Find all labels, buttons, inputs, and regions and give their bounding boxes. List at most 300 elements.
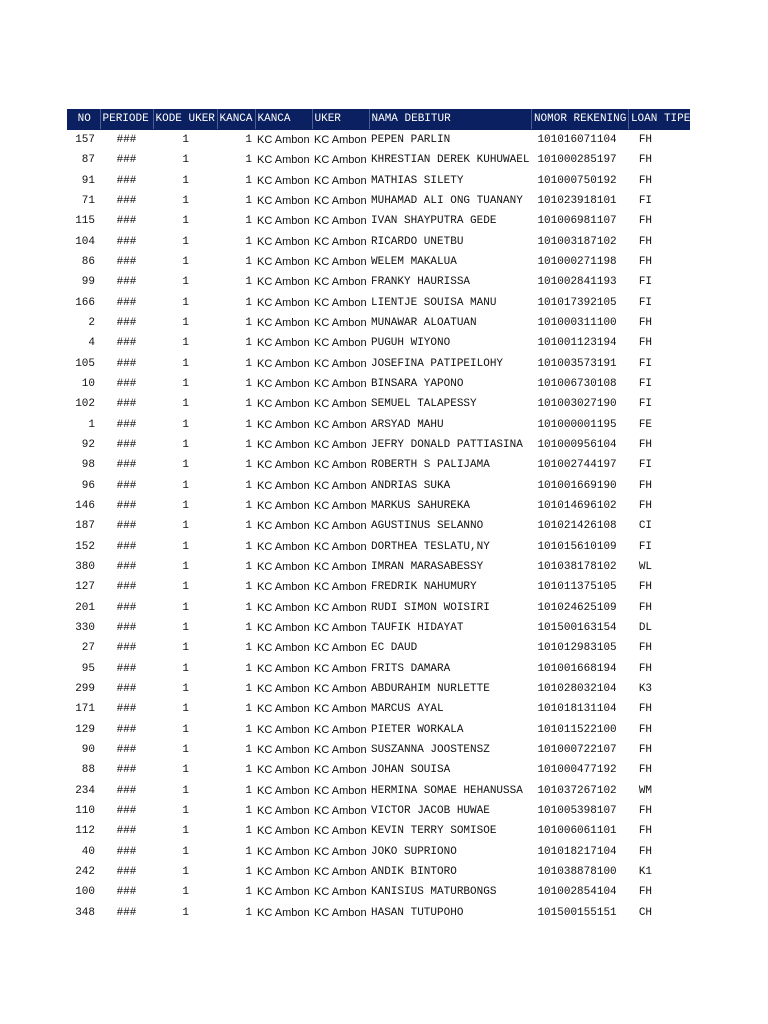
cell-nama-debitur[interactable]: WELEM MAKALUA bbox=[371, 256, 457, 269]
cell-nama-debitur[interactable]: SEMUEL TALAPESSY bbox=[371, 398, 477, 411]
cell-no[interactable]: 99 bbox=[81, 276, 95, 289]
cell-periode[interactable]: ### bbox=[116, 296, 137, 309]
cell-uker[interactable]: KC Ambon bbox=[314, 439, 367, 452]
cell-nama-debitur[interactable]: RUDI SIMON WOISIRI bbox=[371, 601, 490, 614]
cell-nomor-rekening[interactable]: 101003027190 bbox=[537, 398, 617, 411]
cell-kanca-name[interactable]: KC Ambon bbox=[257, 784, 310, 797]
cell-uker[interactable]: KC Ambon bbox=[314, 296, 367, 309]
cell-nama-debitur[interactable]: ANDRIAS SUKA bbox=[371, 479, 451, 492]
cell-kanca[interactable]: 1 bbox=[245, 865, 252, 878]
cell-loan-tipe[interactable]: FE bbox=[638, 418, 653, 431]
cell-uker[interactable]: KC Ambon bbox=[314, 134, 367, 147]
cell-loan-tipe[interactable]: FI bbox=[638, 378, 653, 391]
cell-nomor-rekening[interactable]: 101024625109 bbox=[537, 601, 617, 614]
cell-kanca-name[interactable]: KC Ambon bbox=[257, 723, 310, 736]
cell-periode[interactable]: ### bbox=[116, 215, 137, 228]
cell-nama-debitur[interactable]: ANDIK BINTORO bbox=[371, 865, 457, 878]
cell-kanca[interactable]: 1 bbox=[245, 398, 252, 411]
cell-uker[interactable]: KC Ambon bbox=[314, 804, 367, 817]
cell-no[interactable]: 115 bbox=[75, 215, 95, 228]
cell-kode-uker[interactable]: 1 bbox=[182, 804, 189, 817]
cell-nama-debitur[interactable]: VICTOR JACOB HUWAE bbox=[371, 804, 490, 817]
cell-periode[interactable]: ### bbox=[116, 540, 137, 553]
cell-kanca[interactable]: 1 bbox=[245, 622, 252, 635]
cell-nama-debitur[interactable]: ABDURAHIM NURLETTE bbox=[371, 683, 490, 696]
cell-loan-tipe[interactable]: K3 bbox=[638, 683, 653, 696]
cell-loan-tipe[interactable]: FH bbox=[638, 154, 653, 167]
cell-loan-tipe[interactable]: FI bbox=[638, 276, 653, 289]
col-header-uker[interactable]: UKER bbox=[312, 109, 369, 130]
cell-nomor-rekening[interactable]: 101000477192 bbox=[537, 764, 617, 777]
cell-kode-uker[interactable]: 1 bbox=[182, 845, 189, 858]
cell-uker[interactable]: KC Ambon bbox=[314, 378, 367, 391]
cell-kanca-name[interactable]: KC Ambon bbox=[257, 540, 310, 553]
cell-no[interactable]: 187 bbox=[75, 520, 95, 533]
cell-loan-tipe[interactable]: CI bbox=[638, 520, 653, 533]
cell-kanca-name[interactable]: KC Ambon bbox=[257, 134, 310, 147]
cell-nomor-rekening[interactable]: 101003187102 bbox=[537, 235, 617, 248]
cell-nama-debitur[interactable]: BINSARA YAPONO bbox=[371, 378, 464, 391]
cell-kode-uker[interactable]: 1 bbox=[182, 378, 189, 391]
cell-periode[interactable]: ### bbox=[116, 378, 137, 391]
cell-loan-tipe[interactable]: FH bbox=[638, 744, 653, 756]
cell-loan-tipe[interactable]: K1 bbox=[638, 865, 653, 878]
cell-nomor-rekening[interactable]: 101002841193 bbox=[537, 276, 617, 289]
cell-periode[interactable]: ### bbox=[116, 622, 137, 635]
cell-kanca[interactable]: 1 bbox=[245, 357, 252, 370]
cell-nomor-rekening[interactable]: 101006730108 bbox=[537, 378, 617, 391]
cell-kode-uker[interactable]: 1 bbox=[182, 154, 189, 167]
cell-loan-tipe[interactable]: DL bbox=[638, 622, 653, 635]
cell-periode[interactable]: ### bbox=[116, 764, 137, 777]
cell-loan-tipe[interactable]: FI bbox=[638, 398, 653, 411]
cell-no[interactable]: 201 bbox=[75, 601, 95, 614]
cell-kanca-name[interactable]: KC Ambon bbox=[257, 561, 310, 574]
cell-no[interactable]: 96 bbox=[81, 479, 95, 492]
cell-nama-debitur[interactable]: HASAN TUTUPOHO bbox=[371, 906, 464, 919]
cell-kode-uker[interactable]: 1 bbox=[182, 520, 189, 533]
cell-nama-debitur[interactable]: IVAN SHAYPUTRA GEDE bbox=[371, 215, 497, 228]
cell-nomor-rekening[interactable]: 101500163154 bbox=[537, 622, 617, 635]
cell-kode-uker[interactable]: 1 bbox=[182, 723, 189, 736]
cell-kode-uker[interactable]: 1 bbox=[182, 418, 189, 431]
cell-loan-tipe[interactable]: FH bbox=[638, 804, 653, 817]
col-header-no[interactable]: NO bbox=[67, 109, 100, 130]
cell-no[interactable]: 87 bbox=[81, 154, 95, 167]
cell-nama-debitur[interactable]: RICARDO UNETBU bbox=[371, 235, 464, 248]
cell-kanca[interactable]: 1 bbox=[245, 215, 252, 228]
col-header-nomor-rekening[interactable]: NOMOR REKENING bbox=[531, 109, 628, 130]
cell-kanca[interactable]: 1 bbox=[245, 642, 252, 655]
cell-uker[interactable]: KC Ambon bbox=[314, 398, 367, 411]
cell-kanca-name[interactable]: KC Ambon bbox=[257, 622, 310, 635]
cell-kanca-name[interactable]: KC Ambon bbox=[257, 215, 310, 228]
cell-uker[interactable]: KC Ambon bbox=[314, 662, 367, 675]
cell-kanca-name[interactable]: KC Ambon bbox=[257, 479, 310, 492]
cell-kode-uker[interactable]: 1 bbox=[182, 134, 189, 147]
cell-nomor-rekening[interactable]: 101001668194 bbox=[537, 662, 617, 675]
cell-nomor-rekening[interactable]: 101002854104 bbox=[537, 886, 617, 899]
cell-kode-uker[interactable]: 1 bbox=[182, 622, 189, 635]
cell-periode[interactable]: ### bbox=[116, 317, 137, 330]
cell-periode[interactable]: ### bbox=[116, 744, 137, 756]
cell-nomor-rekening[interactable]: 101500155151 bbox=[537, 906, 617, 919]
cell-no[interactable]: 152 bbox=[75, 540, 95, 553]
cell-nama-debitur[interactable]: EC DAUD bbox=[371, 642, 418, 655]
cell-nomor-rekening[interactable]: 101000311100 bbox=[537, 317, 617, 330]
col-header-periode[interactable]: PERIODE bbox=[100, 109, 153, 130]
cell-kanca-name[interactable]: KC Ambon bbox=[257, 804, 310, 817]
cell-nama-debitur[interactable]: ARSYAD MAHU bbox=[371, 418, 444, 431]
cell-nomor-rekening[interactable]: 101000722107 bbox=[537, 744, 617, 756]
cell-kanca-name[interactable]: KC Ambon bbox=[257, 764, 310, 777]
cell-uker[interactable]: KC Ambon bbox=[314, 825, 367, 838]
cell-kode-uker[interactable]: 1 bbox=[182, 357, 189, 370]
cell-uker[interactable]: KC Ambon bbox=[314, 500, 367, 513]
cell-loan-tipe[interactable]: FH bbox=[638, 825, 653, 838]
cell-periode[interactable]: ### bbox=[116, 439, 137, 452]
cell-nomor-rekening[interactable]: 101018217104 bbox=[537, 845, 617, 858]
cell-kanca[interactable]: 1 bbox=[245, 825, 252, 838]
cell-uker[interactable]: KC Ambon bbox=[314, 215, 367, 228]
cell-kanca-name[interactable]: KC Ambon bbox=[257, 906, 310, 919]
cell-nomor-rekening[interactable]: 101001123194 bbox=[537, 337, 617, 350]
cell-kanca-name[interactable]: KC Ambon bbox=[257, 886, 310, 899]
cell-uker[interactable]: KC Ambon bbox=[314, 683, 367, 696]
cell-kanca-name[interactable]: KC Ambon bbox=[257, 337, 310, 350]
cell-kanca-name[interactable]: KC Ambon bbox=[257, 662, 310, 675]
cell-uker[interactable]: KC Ambon bbox=[314, 357, 367, 370]
cell-no[interactable]: 348 bbox=[75, 906, 95, 919]
cell-kanca-name[interactable]: KC Ambon bbox=[257, 296, 310, 309]
cell-periode[interactable]: ### bbox=[116, 195, 137, 208]
cell-kanca[interactable]: 1 bbox=[245, 479, 252, 492]
cell-kode-uker[interactable]: 1 bbox=[182, 459, 189, 472]
cell-nama-debitur[interactable]: IMRAN MARASABESSY bbox=[371, 561, 484, 574]
cell-loan-tipe[interactable]: FH bbox=[638, 845, 653, 858]
cell-no[interactable]: 104 bbox=[75, 235, 95, 248]
cell-nama-debitur[interactable]: MUNAWAR ALOATUAN bbox=[371, 317, 477, 330]
cell-kanca[interactable]: 1 bbox=[245, 581, 252, 594]
cell-nomor-rekening[interactable]: 101038178102 bbox=[537, 561, 617, 574]
cell-uker[interactable]: KC Ambon bbox=[314, 723, 367, 736]
cell-kanca-name[interactable]: KC Ambon bbox=[257, 703, 310, 716]
cell-kanca-name[interactable]: KC Ambon bbox=[257, 174, 310, 187]
cell-loan-tipe[interactable]: FH bbox=[638, 174, 653, 187]
cell-no[interactable]: 112 bbox=[75, 825, 95, 838]
cell-no[interactable]: 90 bbox=[81, 744, 95, 756]
cell-kanca-name[interactable]: KC Ambon bbox=[257, 500, 310, 513]
cell-periode[interactable]: ### bbox=[116, 906, 137, 919]
cell-loan-tipe[interactable]: FH bbox=[638, 337, 653, 350]
cell-kanca[interactable]: 1 bbox=[245, 134, 252, 147]
cell-periode[interactable]: ### bbox=[116, 276, 137, 289]
cell-uker[interactable]: KC Ambon bbox=[314, 622, 367, 635]
cell-periode[interactable]: ### bbox=[116, 845, 137, 858]
cell-nomor-rekening[interactable]: 101000285197 bbox=[537, 154, 617, 167]
cell-kode-uker[interactable]: 1 bbox=[182, 601, 189, 614]
cell-no[interactable]: 129 bbox=[75, 723, 95, 736]
cell-kanca-name[interactable]: KC Ambon bbox=[257, 276, 310, 289]
cell-kanca[interactable]: 1 bbox=[245, 703, 252, 716]
cell-nama-debitur[interactable]: JEFRY DONALD PATTIASINA bbox=[371, 439, 523, 452]
cell-loan-tipe[interactable]: FH bbox=[638, 500, 653, 513]
cell-no[interactable]: 98 bbox=[81, 459, 95, 472]
cell-nama-debitur[interactable]: DORTHEA TESLATU,NY bbox=[371, 540, 490, 553]
cell-nomor-rekening[interactable]: 101006061101 bbox=[537, 825, 617, 838]
cell-kode-uker[interactable]: 1 bbox=[182, 439, 189, 452]
cell-no[interactable]: 1 bbox=[88, 418, 95, 431]
cell-kanca[interactable]: 1 bbox=[245, 886, 252, 899]
cell-loan-tipe[interactable]: FH bbox=[638, 215, 653, 228]
cell-kanca[interactable]: 1 bbox=[245, 662, 252, 675]
cell-periode[interactable]: ### bbox=[116, 865, 137, 878]
cell-nama-debitur[interactable]: MARKUS SAHUREKA bbox=[371, 500, 471, 513]
cell-periode[interactable]: ### bbox=[116, 459, 137, 472]
cell-periode[interactable]: ### bbox=[116, 784, 137, 797]
cell-kode-uker[interactable]: 1 bbox=[182, 744, 189, 756]
cell-kode-uker[interactable]: 1 bbox=[182, 825, 189, 838]
cell-periode[interactable]: ### bbox=[116, 154, 137, 167]
cell-loan-tipe[interactable]: CH bbox=[638, 906, 653, 919]
cell-loan-tipe[interactable]: FH bbox=[638, 439, 653, 452]
cell-kanca[interactable]: 1 bbox=[245, 906, 252, 919]
cell-uker[interactable]: KC Ambon bbox=[314, 764, 367, 777]
cell-kode-uker[interactable]: 1 bbox=[182, 662, 189, 675]
cell-kanca-name[interactable]: KC Ambon bbox=[257, 357, 310, 370]
cell-no[interactable]: 71 bbox=[81, 195, 95, 208]
cell-nama-debitur[interactable]: KEVIN TERRY SOMISOE bbox=[371, 825, 497, 838]
cell-kode-uker[interactable]: 1 bbox=[182, 398, 189, 411]
cell-nama-debitur[interactable]: JOHAN SOUISA bbox=[371, 764, 451, 777]
cell-nama-debitur[interactable]: PUGUH WIYONO bbox=[371, 337, 451, 350]
cell-kode-uker[interactable]: 1 bbox=[182, 215, 189, 228]
cell-no[interactable]: 2 bbox=[88, 317, 95, 330]
cell-loan-tipe[interactable]: FH bbox=[638, 134, 653, 147]
cell-kanca-name[interactable]: KC Ambon bbox=[257, 195, 310, 208]
cell-periode[interactable]: ### bbox=[116, 561, 137, 574]
cell-periode[interactable]: ### bbox=[116, 479, 137, 492]
cell-kode-uker[interactable]: 1 bbox=[182, 276, 189, 289]
cell-kode-uker[interactable]: 1 bbox=[182, 256, 189, 269]
cell-nama-debitur[interactable]: KANISIUS MATURBONGS bbox=[371, 886, 497, 899]
cell-kanca[interactable]: 1 bbox=[245, 744, 252, 756]
cell-kode-uker[interactable]: 1 bbox=[182, 642, 189, 655]
cell-kode-uker[interactable]: 1 bbox=[182, 683, 189, 696]
cell-kanca[interactable]: 1 bbox=[245, 540, 252, 553]
cell-nama-debitur[interactable]: MATHIAS SILETY bbox=[371, 174, 464, 187]
cell-uker[interactable]: KC Ambon bbox=[314, 174, 367, 187]
cell-kanca[interactable]: 1 bbox=[245, 317, 252, 330]
cell-uker[interactable]: KC Ambon bbox=[314, 784, 367, 797]
cell-kanca-name[interactable]: KC Ambon bbox=[257, 154, 310, 167]
cell-kanca-name[interactable]: KC Ambon bbox=[257, 520, 310, 533]
cell-kode-uker[interactable]: 1 bbox=[182, 540, 189, 553]
cell-periode[interactable]: ### bbox=[116, 723, 137, 736]
cell-kanca[interactable]: 1 bbox=[245, 337, 252, 350]
cell-nomor-rekening[interactable]: 101002744197 bbox=[537, 459, 617, 472]
cell-kanca[interactable]: 1 bbox=[245, 520, 252, 533]
cell-kanca[interactable]: 1 bbox=[245, 296, 252, 309]
cell-uker[interactable]: KC Ambon bbox=[314, 154, 367, 167]
cell-loan-tipe[interactable]: FI bbox=[638, 459, 653, 472]
cell-kode-uker[interactable]: 1 bbox=[182, 296, 189, 309]
cell-no[interactable]: 380 bbox=[75, 561, 95, 574]
cell-kanca[interactable]: 1 bbox=[245, 235, 252, 248]
cell-no[interactable]: 91 bbox=[81, 174, 95, 187]
cell-periode[interactable]: ### bbox=[116, 601, 137, 614]
cell-nomor-rekening[interactable]: 101017392105 bbox=[537, 296, 617, 309]
cell-loan-tipe[interactable]: FH bbox=[638, 317, 653, 330]
cell-nama-debitur[interactable]: ROBERTH S PALIJAMA bbox=[371, 459, 490, 472]
cell-uker[interactable]: KC Ambon bbox=[314, 337, 367, 350]
cell-no[interactable]: 171 bbox=[75, 703, 95, 716]
cell-nama-debitur[interactable]: LIENTJE SOUISA MANU bbox=[371, 296, 497, 309]
cell-loan-tipe[interactable]: FH bbox=[638, 256, 653, 269]
cell-loan-tipe[interactable]: FH bbox=[638, 642, 653, 655]
cell-no[interactable]: 234 bbox=[75, 784, 95, 797]
cell-loan-tipe[interactable]: FH bbox=[638, 723, 653, 736]
cell-kanca-name[interactable]: KC Ambon bbox=[257, 744, 310, 756]
cell-kode-uker[interactable]: 1 bbox=[182, 337, 189, 350]
cell-kanca[interactable]: 1 bbox=[245, 154, 252, 167]
cell-periode[interactable]: ### bbox=[116, 520, 137, 533]
cell-uker[interactable]: KC Ambon bbox=[314, 865, 367, 878]
cell-no[interactable]: 86 bbox=[81, 256, 95, 269]
cell-periode[interactable]: ### bbox=[116, 683, 137, 696]
cell-no[interactable]: 100 bbox=[75, 886, 95, 899]
cell-uker[interactable]: KC Ambon bbox=[314, 256, 367, 269]
cell-uker[interactable]: KC Ambon bbox=[314, 642, 367, 655]
cell-nomor-rekening[interactable]: 101015610109 bbox=[537, 540, 617, 553]
cell-nama-debitur[interactable]: PIETER WORKALA bbox=[371, 723, 464, 736]
cell-uker[interactable]: KC Ambon bbox=[314, 744, 367, 756]
cell-nomor-rekening[interactable]: 101021426108 bbox=[537, 520, 617, 533]
cell-kode-uker[interactable]: 1 bbox=[182, 174, 189, 187]
cell-kanca[interactable]: 1 bbox=[245, 601, 252, 614]
cell-nama-debitur[interactable]: HERMINA SOMAE HEHANUSSA bbox=[371, 784, 523, 797]
cell-nomor-rekening[interactable]: 101018131104 bbox=[537, 703, 617, 716]
cell-periode[interactable]: ### bbox=[116, 886, 137, 899]
cell-loan-tipe[interactable]: FH bbox=[638, 581, 653, 594]
cell-kanca-name[interactable]: KC Ambon bbox=[257, 439, 310, 452]
cell-nomor-rekening[interactable]: 101023918101 bbox=[537, 195, 617, 208]
cell-kanca-name[interactable]: KC Ambon bbox=[257, 378, 310, 391]
cell-no[interactable]: 88 bbox=[81, 764, 95, 777]
cell-kode-uker[interactable]: 1 bbox=[182, 906, 189, 919]
col-header-loan-tipe[interactable]: LOAN TIPE bbox=[628, 109, 690, 130]
cell-kode-uker[interactable]: 1 bbox=[182, 479, 189, 492]
cell-uker[interactable]: KC Ambon bbox=[314, 418, 367, 431]
cell-uker[interactable]: KC Ambon bbox=[314, 540, 367, 553]
cell-kode-uker[interactable]: 1 bbox=[182, 886, 189, 899]
cell-loan-tipe[interactable]: FH bbox=[638, 886, 653, 899]
cell-nomor-rekening[interactable]: 101037267102 bbox=[537, 784, 617, 797]
cell-nomor-rekening[interactable]: 101000001195 bbox=[537, 418, 617, 431]
cell-kanca-name[interactable]: KC Ambon bbox=[257, 865, 310, 878]
cell-kanca[interactable]: 1 bbox=[245, 459, 252, 472]
cell-no[interactable]: 127 bbox=[75, 581, 95, 594]
cell-periode[interactable]: ### bbox=[116, 703, 137, 716]
cell-periode[interactable]: ### bbox=[116, 235, 137, 248]
cell-nomor-rekening[interactable]: 101000271198 bbox=[537, 256, 617, 269]
cell-nomor-rekening[interactable]: 101000956104 bbox=[537, 439, 617, 452]
cell-uker[interactable]: KC Ambon bbox=[314, 276, 367, 289]
cell-kode-uker[interactable]: 1 bbox=[182, 500, 189, 513]
cell-kode-uker[interactable]: 1 bbox=[182, 764, 189, 777]
cell-kanca-name[interactable]: KC Ambon bbox=[257, 235, 310, 248]
cell-periode[interactable]: ### bbox=[116, 581, 137, 594]
cell-loan-tipe[interactable]: FI bbox=[638, 195, 653, 208]
cell-periode[interactable]: ### bbox=[116, 500, 137, 513]
cell-loan-tipe[interactable]: FI bbox=[638, 540, 653, 553]
cell-kanca-name[interactable]: KC Ambon bbox=[257, 601, 310, 614]
cell-nama-debitur[interactable]: JOKO SUPRIONO bbox=[371, 845, 457, 858]
cell-kanca-name[interactable]: KC Ambon bbox=[257, 418, 310, 431]
cell-nama-debitur[interactable]: JOSEFINA PATIPEILOHY bbox=[371, 357, 504, 370]
cell-kanca-name[interactable]: KC Ambon bbox=[257, 459, 310, 472]
cell-loan-tipe[interactable]: WL bbox=[638, 561, 653, 574]
cell-kode-uker[interactable]: 1 bbox=[182, 784, 189, 797]
cell-kanca[interactable]: 1 bbox=[245, 723, 252, 736]
cell-no[interactable]: 146 bbox=[75, 500, 95, 513]
cell-nomor-rekening[interactable]: 101000750192 bbox=[537, 174, 617, 187]
cell-loan-tipe[interactable]: FH bbox=[638, 479, 653, 492]
cell-kanca-name[interactable]: KC Ambon bbox=[257, 683, 310, 696]
cell-no[interactable]: 330 bbox=[75, 622, 95, 635]
cell-kanca[interactable]: 1 bbox=[245, 195, 252, 208]
cell-kode-uker[interactable]: 1 bbox=[182, 561, 189, 574]
cell-nama-debitur[interactable]: MUHAMAD ALI ONG TUANANY bbox=[371, 195, 523, 208]
cell-uker[interactable]: KC Ambon bbox=[314, 317, 367, 330]
cell-kode-uker[interactable]: 1 bbox=[182, 317, 189, 330]
cell-no[interactable]: 299 bbox=[75, 683, 95, 696]
cell-uker[interactable]: KC Ambon bbox=[314, 479, 367, 492]
cell-kanca[interactable]: 1 bbox=[245, 764, 252, 777]
cell-periode[interactable]: ### bbox=[116, 134, 137, 147]
cell-loan-tipe[interactable]: WM bbox=[638, 784, 653, 797]
cell-periode[interactable]: ### bbox=[116, 256, 137, 269]
cell-kanca[interactable]: 1 bbox=[245, 378, 252, 391]
cell-nama-debitur[interactable]: TAUFIK HIDAYAT bbox=[371, 622, 464, 635]
cell-kanca[interactable]: 1 bbox=[245, 845, 252, 858]
cell-nomor-rekening[interactable]: 101005398107 bbox=[537, 804, 617, 817]
cell-periode[interactable]: ### bbox=[116, 804, 137, 817]
cell-uker[interactable]: KC Ambon bbox=[314, 195, 367, 208]
cell-no[interactable]: 242 bbox=[75, 865, 95, 878]
cell-periode[interactable]: ### bbox=[116, 357, 137, 370]
cell-no[interactable]: 27 bbox=[81, 642, 95, 655]
cell-kanca[interactable]: 1 bbox=[245, 784, 252, 797]
cell-nama-debitur[interactable]: KHRESTIAN DEREK KUHUWAEL bbox=[371, 154, 530, 167]
cell-kanca[interactable]: 1 bbox=[245, 439, 252, 452]
cell-kanca-name[interactable]: KC Ambon bbox=[257, 845, 310, 858]
cell-no[interactable]: 40 bbox=[81, 845, 95, 858]
cell-kanca[interactable]: 1 bbox=[245, 561, 252, 574]
cell-no[interactable]: 92 bbox=[81, 439, 95, 452]
cell-kanca[interactable]: 1 bbox=[245, 256, 252, 269]
cell-no[interactable]: 4 bbox=[88, 337, 95, 350]
cell-no[interactable]: 157 bbox=[75, 134, 95, 147]
cell-uker[interactable]: KC Ambon bbox=[314, 520, 367, 533]
cell-periode[interactable]: ### bbox=[116, 174, 137, 187]
cell-uker[interactable]: KC Ambon bbox=[314, 235, 367, 248]
cell-periode[interactable]: ### bbox=[116, 398, 137, 411]
cell-nama-debitur[interactable]: FRITS DAMARA bbox=[371, 662, 451, 675]
cell-kanca[interactable]: 1 bbox=[245, 500, 252, 513]
cell-kanca-name[interactable]: KC Ambon bbox=[257, 398, 310, 411]
col-header-nama-debitur[interactable]: NAMA DEBITUR bbox=[369, 109, 531, 130]
